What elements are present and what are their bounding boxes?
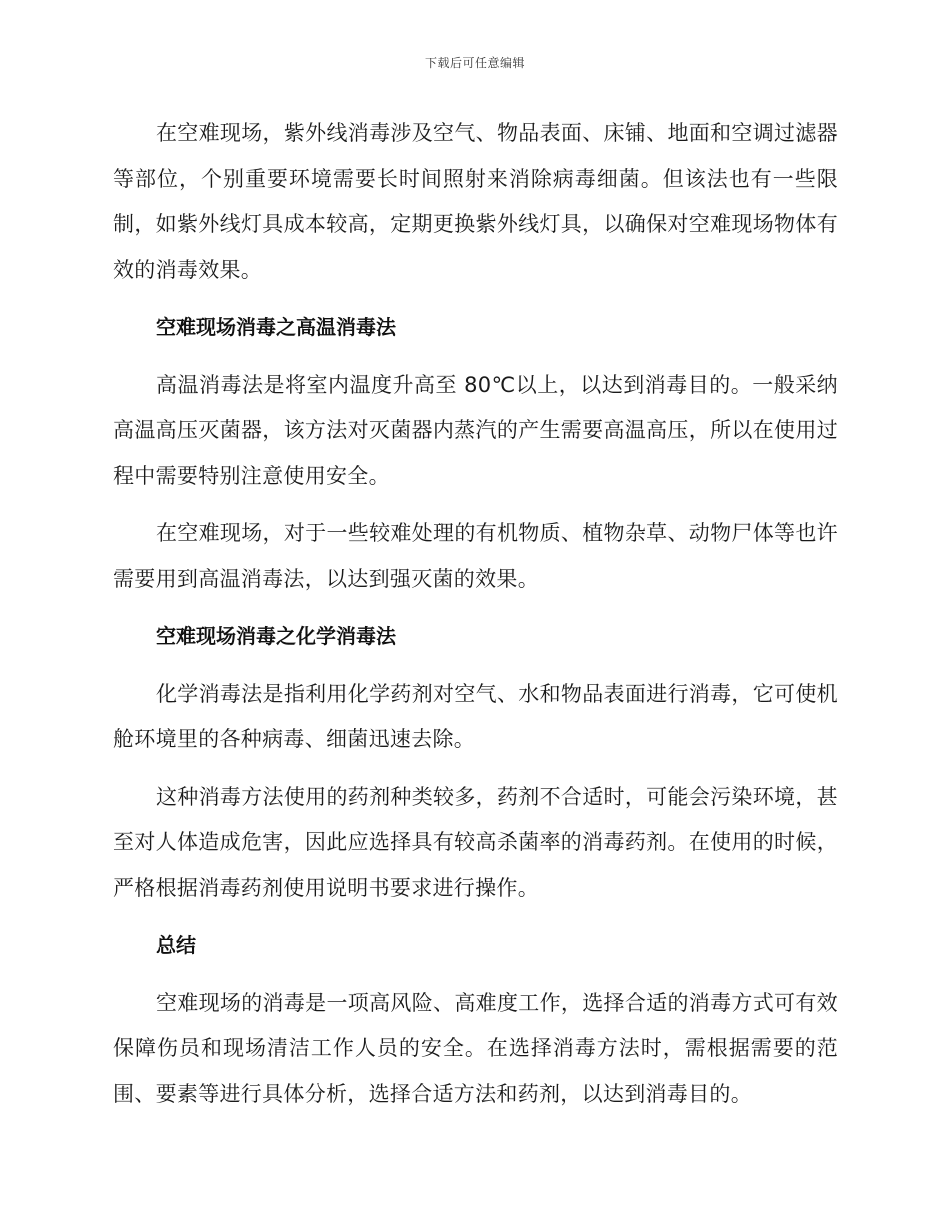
section-heading-chemical: 空难现场消毒之化学消毒法 — [156, 624, 396, 648]
paragraph-uv-disinfection: 在空难现场，紫外线消毒涉及空气、物品表面、床铺、地面和空调过滤器等部位，个别重要环境需要长时间照射来消除病毒细菌。但该法也有一些限制，如紫外线灯具成本较高，定期更换紫外线灯具，以确保对空难现场物体有效的消毒效果。 — [113, 121, 838, 282]
paragraph-chemical-caution: 这种消毒方法使用的药剂种类较多，药剂不合适时，可能会污染环境，甚至对人体造成危害，因此应选择具有较高杀菌率的消毒药剂。在使用的时候，严格根据消毒药剂使用说明书要求进行操作。 — [113, 784, 838, 900]
paragraph-high-temperature-method: 高温消毒法是将室内温度升高至 80℃以上，以达到消毒目的。一般采纳高温高压灭菌器，该方法对灭菌器内蒸汽的产生需要高温高压，所以在使用过程中需要特别注意使用安全。 — [113, 372, 838, 488]
paragraph-chemical-method: 化学消毒法是指利用化学药剂对空气、水和物品表面进行消毒，它可使机舱环境里的各种病毒、细菌迅速去除。 — [113, 681, 838, 751]
paragraph-summary: 空难现场的消毒是一项高风险、高难度工作，选择合适的消毒方式可有效保障伤员和现场清洁工作人员的安全。在选择消毒方法时，需根据需要的范围、要素等进行具体分析，选择合适方法和药剂，以达到消毒目的。 — [113, 990, 838, 1106]
header-note: 下载后可任意编辑 — [424, 56, 525, 70]
section-heading-high-temperature: 空难现场消毒之高温消毒法 — [156, 315, 396, 339]
document-body — [113, 111, 838, 1129]
section-heading-summary: 总结 — [156, 933, 196, 957]
paragraph-high-temperature-use: 在空难现场，对于一些较难处理的有机物质、植物杂草、动物尸体等也许需要用到高温消毒法，以达到强灭菌的效果。 — [113, 521, 838, 591]
